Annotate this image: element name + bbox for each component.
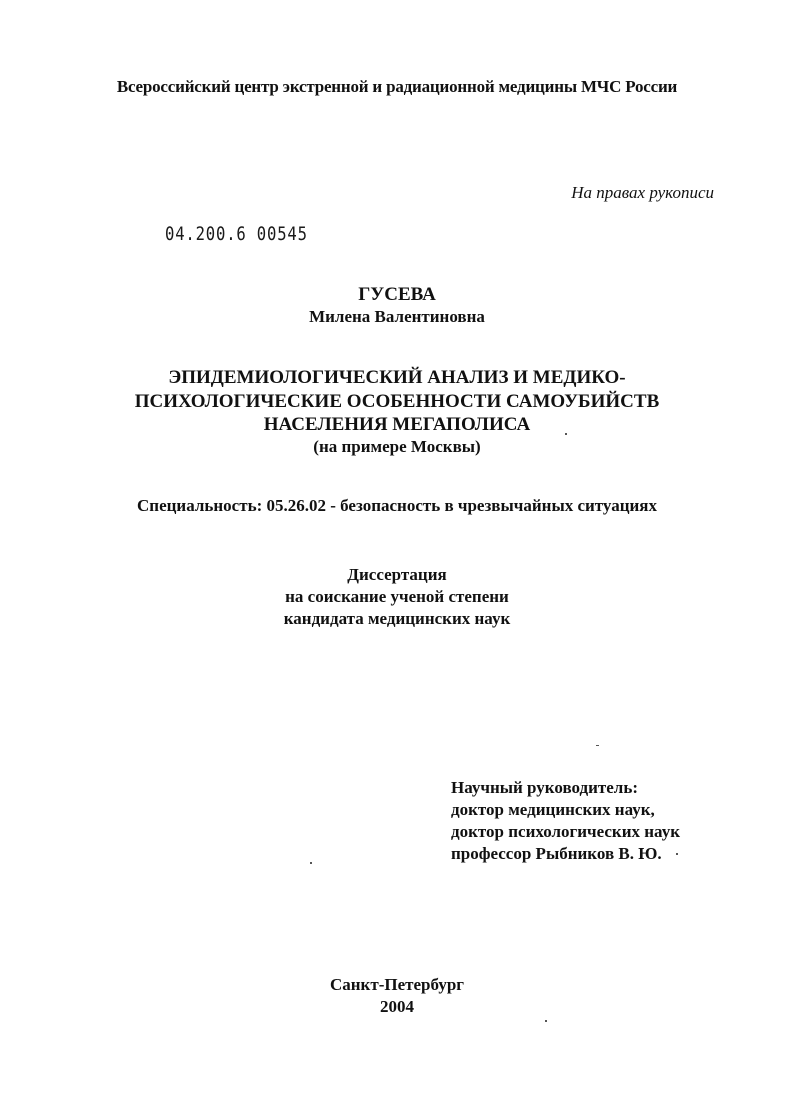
scan-speck [545,1020,547,1022]
degree-line-2: на соискание ученой степени [285,587,509,606]
supervisor-line-3: доктор психологических наук [451,822,680,841]
specialty-line: Специальность: 05.26.02 - безопасность в чрезвычайных ситуациях [137,496,657,515]
degree-line-1: Диссертация [347,565,447,584]
scan-speck [596,745,599,746]
scan-speck [676,853,678,855]
supervisor-line-1: Научный руководитель: [451,778,638,797]
author-surname: ГУСЕВА [358,284,436,305]
supervisor-line-4: профессор Рыбников В. Ю. [451,844,662,863]
publication-year: 2004 [380,997,414,1016]
scan-speck [565,433,567,435]
scan-speck [310,862,312,864]
manuscript-rights-note: На правах рукописи [571,183,714,202]
registration-stamp [165,223,308,245]
supervisor-block [451,777,680,865]
author-given-names: Милена Валентиновна [309,307,485,326]
publication-city: Санкт-Петербург [329,975,465,994]
thesis-title-line-2: ПСИХОЛОГИЧЕСКИЕ ОСОБЕННОСТИ САМОУБИЙСТВ [134,391,660,412]
registration-number: 04.200.6 00545 [165,223,308,245]
supervisor-line-2: доктор медицинских наук, [451,800,655,819]
thesis-title-line-3: НАСЕЛЕНИЯ МЕГАПОЛИСА [263,414,531,435]
thesis-title-line-1: ЭПИДЕМИОЛОГИЧЕСКИЙ АНАЛИЗ И МЕДИКО- [168,367,626,388]
institution-name: Всероссийский центр экстренной и радиационной медицины МЧС России [116,77,678,96]
thesis-subtitle: (на примере Москвы) [313,437,481,456]
degree-line-3: кандидата медицинских наук [283,609,511,628]
